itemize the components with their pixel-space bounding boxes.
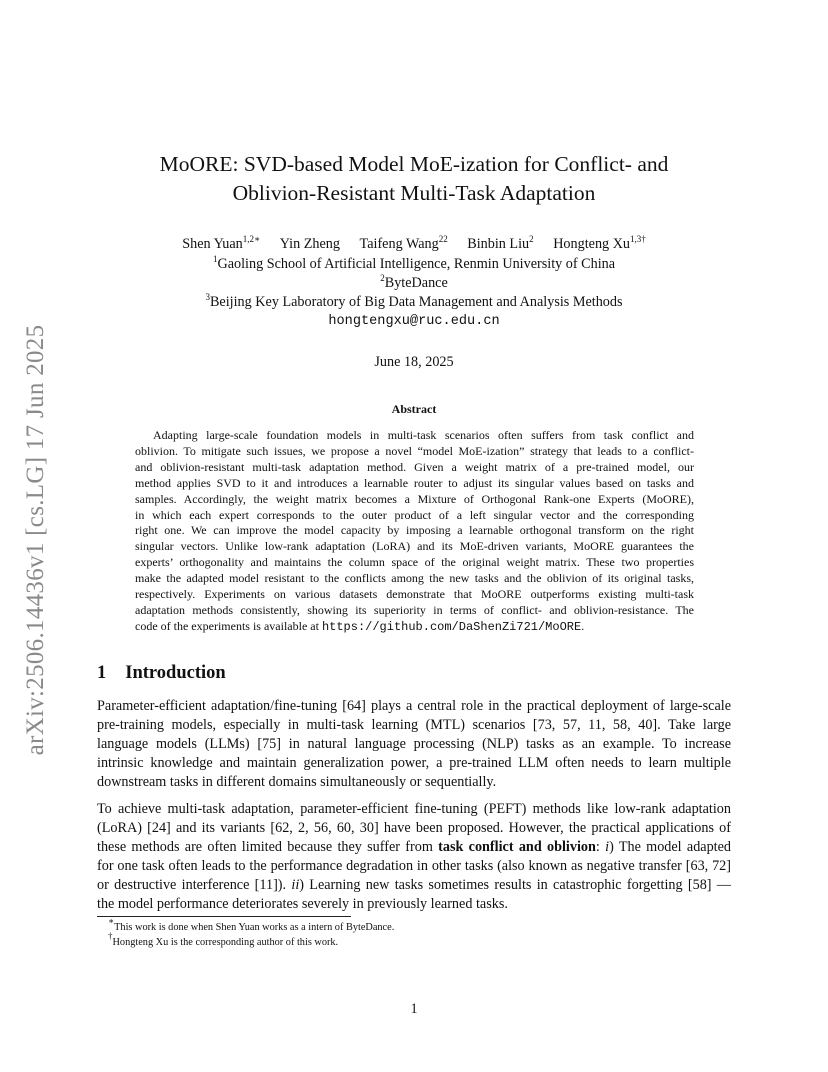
abstract-line: samples. Accordingly, the weight matrix becomes a Mixture of Orthogonal Rank-one Experts (MoORE), <box>135 491 694 506</box>
intro-paragraph-1 <box>97 697 731 792</box>
text-line: for one task often leads to the performance degradation in other tasks (also known as negative transfer [63, 72] <box>97 857 731 874</box>
text-line: these methods are often limited because they suffer from task conflict and oblivion: i) The model adapted <box>97 838 732 855</box>
footnote: ∗This work is done when Shen Yuan works as a intern of ByteDance. <box>108 916 395 933</box>
arxiv-identifier-text: arXiv:2506.14436v1 [cs.LG] 17 Jun 2025 <box>22 324 49 756</box>
abstract-line: and oblivion-resistant multi-task adaptation method. Given a weight matrix of a pre-trained model, our <box>135 459 694 474</box>
title-line-2: Oblivion-Resistant Multi-Task Adaptation <box>232 181 596 205</box>
author-email[interactable]: hongtengxu@ruc.edu.cn <box>328 314 500 329</box>
affiliation: $^1$Gaoling School of Artificial Intelligence, Renmin University of China <box>212 254 616 272</box>
page-number: 1 <box>410 1001 418 1017</box>
text-line: Parameter-efficient adaptation/fine-tuning [64] plays a central role in the practical deployment of large-scale <box>97 698 731 714</box>
text-line: the model performance deteriorates severely in previously learned tasks. <box>97 895 508 912</box>
abstract-line: experts’ orthogonality and maintains the column space of the original weight matrix. These two properties <box>135 555 694 570</box>
abstract-body <box>135 428 694 636</box>
section-title: Introduction <box>125 663 226 683</box>
text-line: To achieve multi-task adaptation, parameter-efficient fine-tuning (PEFT) methods like low-rank adaptation <box>97 801 731 817</box>
footnote-divider <box>97 916 351 917</box>
section-number: 1 <box>97 663 107 683</box>
affiliation: $^3$Beijing Key Laboratory of Big Data Management and Analysis Methods <box>205 292 623 310</box>
text-line: or destructive interference [11]). ii) Learning new tasks sometimes results in catastrophic forgetting [58] — <box>97 876 731 893</box>
intro-paragraph-2 <box>97 800 731 913</box>
abstract-line: code of the experiments is available at https://github.com/DaShenZi721/MoORE. <box>135 618 585 634</box>
author-list <box>100 236 728 253</box>
paper-title <box>100 150 728 208</box>
emphasis-task-conflict: task conflict and oblivion <box>438 838 596 855</box>
affiliation: $^2$ByteDance <box>380 273 448 291</box>
abstract-line: in which each expert corresponds to the outer product of a left singular vector and the corresponding <box>135 507 694 522</box>
abstract-heading: Abstract <box>391 402 437 416</box>
publication-date: June 18, 2025 <box>374 354 454 370</box>
abstract-line: oblivion. To mitigate such issues, we propose a novel “model MoE-ization” strategy that leads to a conflict- <box>135 443 694 458</box>
text-line: intrinsic knowledge and maintain generalization power, a pre-trained LLM often needs to learn multiple <box>97 754 731 771</box>
text-line: (LoRA) [24] and its variants [62, 2, 56, 60, 30] have been proposed. However, the practical applications of <box>97 819 731 836</box>
abstract-line: Adapting large-scale foundation models in multi-task scenarios often suffers from task conflict and <box>153 428 694 442</box>
author: Hongteng $Xu^{1,3\dagger}$ <box>553 234 646 252</box>
footnote: †Hongteng Xu is the corresponding author of this work. <box>108 931 339 948</box>
author: Yin Zheng <box>279 236 340 252</box>
abstract-line: right one. We can improve the model capacity by imposing a learnable orthogonal transform on the right <box>135 523 694 538</box>
abstract-line: respectively. Experiments on various datasets demonstrate that MoORE outperforms existing multi-task <box>135 587 694 602</box>
text-line: pre-training models, especially in multi-task learning (MTL) scenarios [73, 57, 11, 58, 40]. Take large <box>97 716 731 733</box>
abstract-line: make the adapted model resistant to the conflicts among the new tasks and the oblivion of its original tasks, <box>135 571 694 586</box>
abstract-line: singular vectors. Unlike low-rank adaptation (LoRA) and its MoE-driven variants, MoORE guarantees the <box>135 539 694 554</box>
author: Shen Yuan$^{1,2∗}$ <box>182 234 261 252</box>
text-line: downstream tasks in different domains simultaneously or sequentially. <box>97 773 497 790</box>
author: Binbin Liu$^2$ <box>467 234 534 252</box>
author: Taifeng Wang$^{22}$ <box>359 234 448 252</box>
abstract-line: adaptation methods consistently, showing its superiority in terms of conflict- and oblivion-resistance. The <box>135 602 694 617</box>
section-heading-introduction <box>97 663 226 684</box>
title-line-1: MoORE: SVD-based Model MoE-ization for Conflict- and <box>159 152 669 176</box>
code-repository-link[interactable]: https://github.com/DaShenZi721/MoORE <box>321 619 582 634</box>
text-line: language models (LLMs) [75] in natural language processing (NLP) tasks as an example. To increase <box>97 735 731 752</box>
abstract-line: method applies SVD to it and introduces a learnable router to adjust its singular values based on tasks and <box>135 475 694 490</box>
